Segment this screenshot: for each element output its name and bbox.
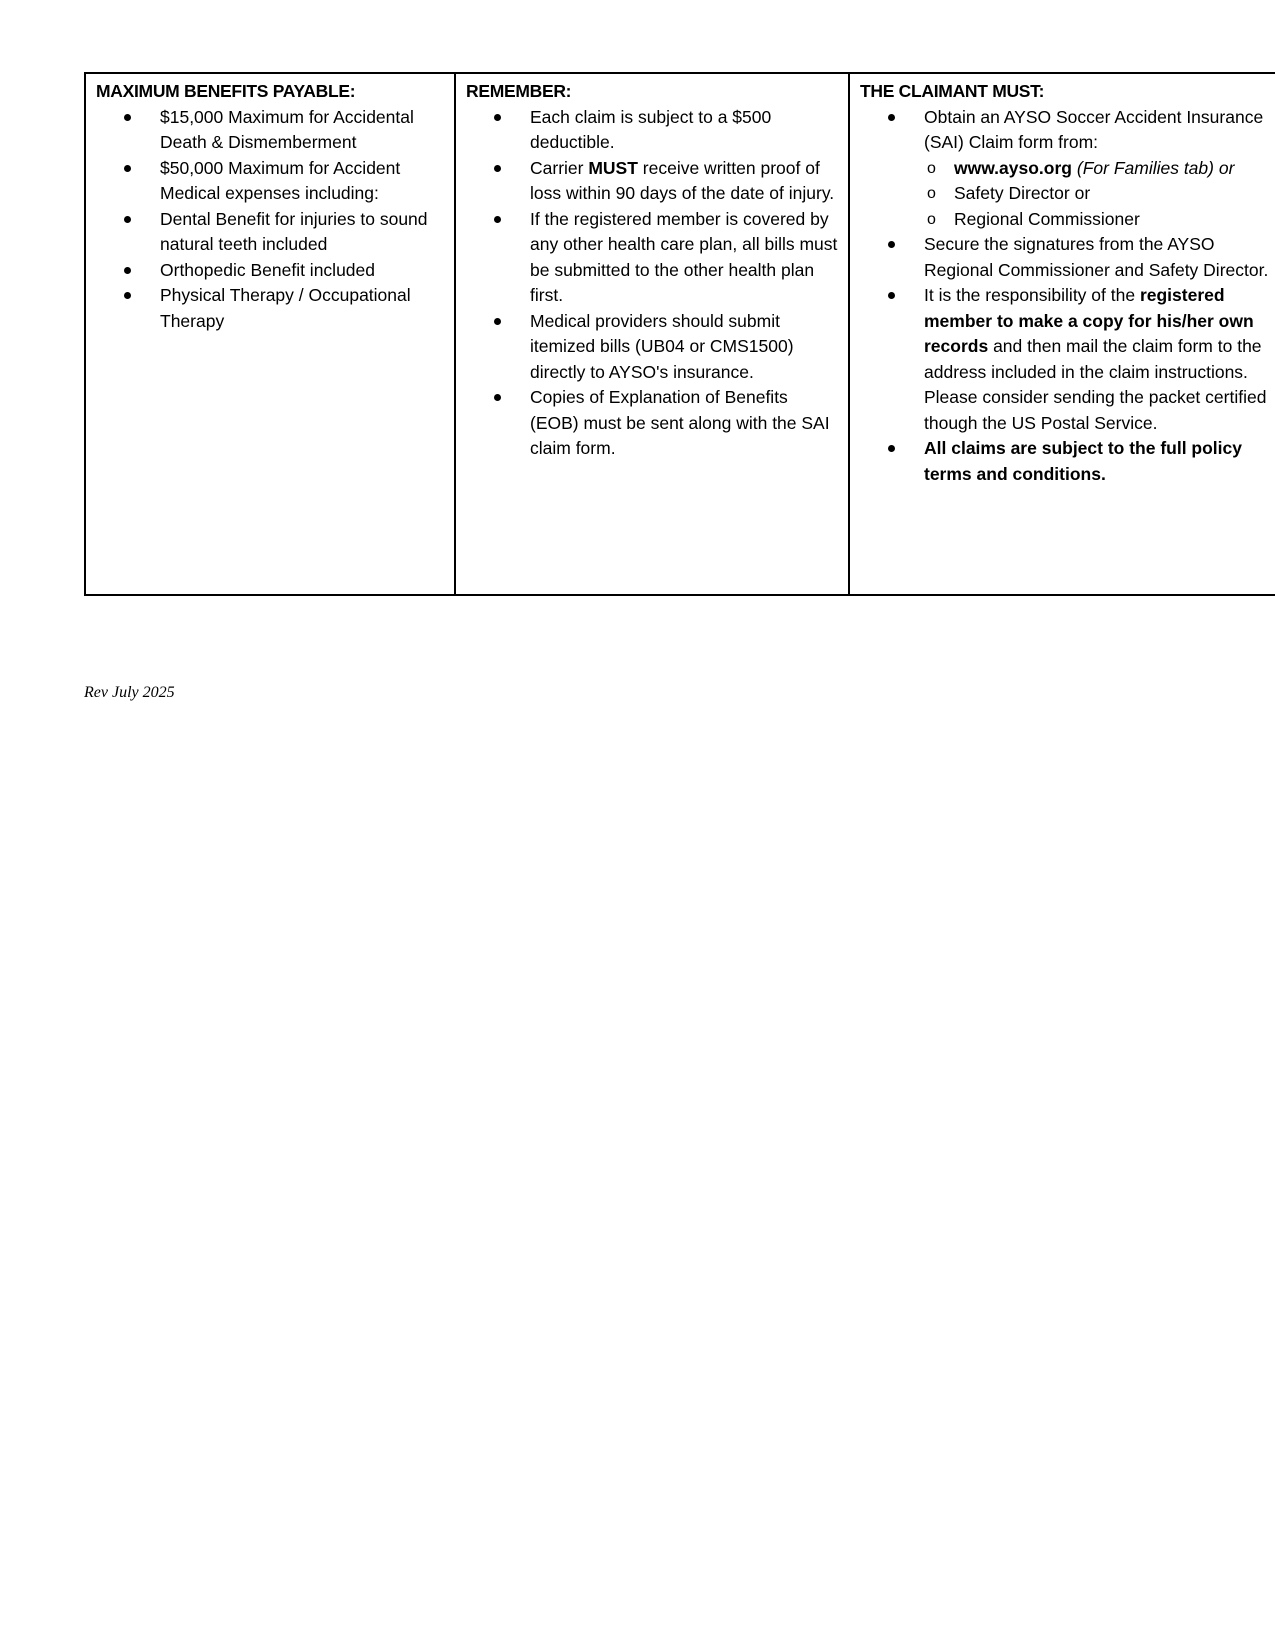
benefit-item-orthopedic: Orthopedic Benefit included <box>160 258 446 284</box>
copy-mail-text-post: and then mail the claim form to the address included in the claim instructions. Please consider sending the packet certified though the US Postal Service. <box>924 336 1267 433</box>
remember-item-deductible: Each claim is subject to a $500 deductible. <box>530 105 840 156</box>
benefit-item-dental: Dental Benefit for injuries to sound natural teeth included <box>160 207 446 258</box>
revision-note: Rev July 2025 <box>84 684 175 701</box>
ayso-website-link[interactable]: www.ayso.org <box>954 157 1072 178</box>
claim-form-sources <box>924 156 1275 233</box>
remember-item-proof-of-loss <box>530 156 840 207</box>
maximum-benefits-column <box>85 73 455 595</box>
claim-form-source-regional-commissioner: o Regional Commissioner <box>954 207 1275 233</box>
proof-of-loss-text-pre: Carrier <box>530 157 589 178</box>
proof-of-loss-text-post: receive written proof of loss within 90 days of the date of injury. <box>530 157 835 203</box>
benefit-item-death-dismemberment: $15,000 Maximum for Accidental Death & Dismemberment <box>160 105 446 156</box>
remember-item-eob-copies: Copies of Explanation of Benefits (EOB) must be sent along with the SAI claim form. <box>530 385 840 462</box>
remember-item-other-health-plan: If the registered member is covered by any other health care plan, all bills must be submitted to the other health plan first. <box>530 207 840 309</box>
website-note: (For Families tab) or <box>1076 157 1235 178</box>
remember-item-itemized-bills: Medical providers should submit itemized bills (UB04 or CMS1500) directly to AYSO's insurance. <box>530 309 840 386</box>
remember-column <box>455 73 849 595</box>
maximum-benefits-list <box>96 105 446 335</box>
benefit-item-accident-medical: $50,000 Maximum for Accident Medical expenses including: <box>160 156 446 207</box>
remember-list <box>466 105 840 462</box>
claimant-must-column <box>849 73 1275 595</box>
claimant-item-policy-terms: All claims are subject to the full policy terms and conditions. <box>924 436 1275 487</box>
benefits-table <box>84 72 1275 596</box>
claimant-item-copy-and-mail <box>924 283 1275 436</box>
benefit-item-therapy: Physical Therapy / Occupational Therapy <box>160 283 446 334</box>
copy-mail-text-bold: registered member to make a copy for his/her own records <box>924 285 1254 356</box>
maximum-benefits-heading: MAXIMUM BENEFITS PAYABLE: <box>96 81 356 101</box>
claimant-item-signatures: Secure the signatures from the AYSO Regional Commissioner and Safety Director. <box>924 232 1275 283</box>
claimant-item-obtain-form <box>924 105 1275 233</box>
copy-mail-text-pre: It is the responsibility of the <box>924 285 1140 305</box>
claimant-must-list <box>860 105 1275 488</box>
benefits-table-row <box>85 73 1275 595</box>
remember-heading: REMEMBER: <box>466 81 572 101</box>
claim-form-source-safety-director: o Safety Director or <box>954 181 1275 207</box>
obtain-form-text: Obtain an AYSO Soccer Accident Insurance (SAI) Claim form from: <box>924 106 1264 152</box>
claimant-must-heading: THE CLAIMANT MUST: <box>860 81 1045 101</box>
proof-of-loss-text-bold: MUST <box>588 157 638 178</box>
claim-form-source-website <box>954 156 1275 182</box>
